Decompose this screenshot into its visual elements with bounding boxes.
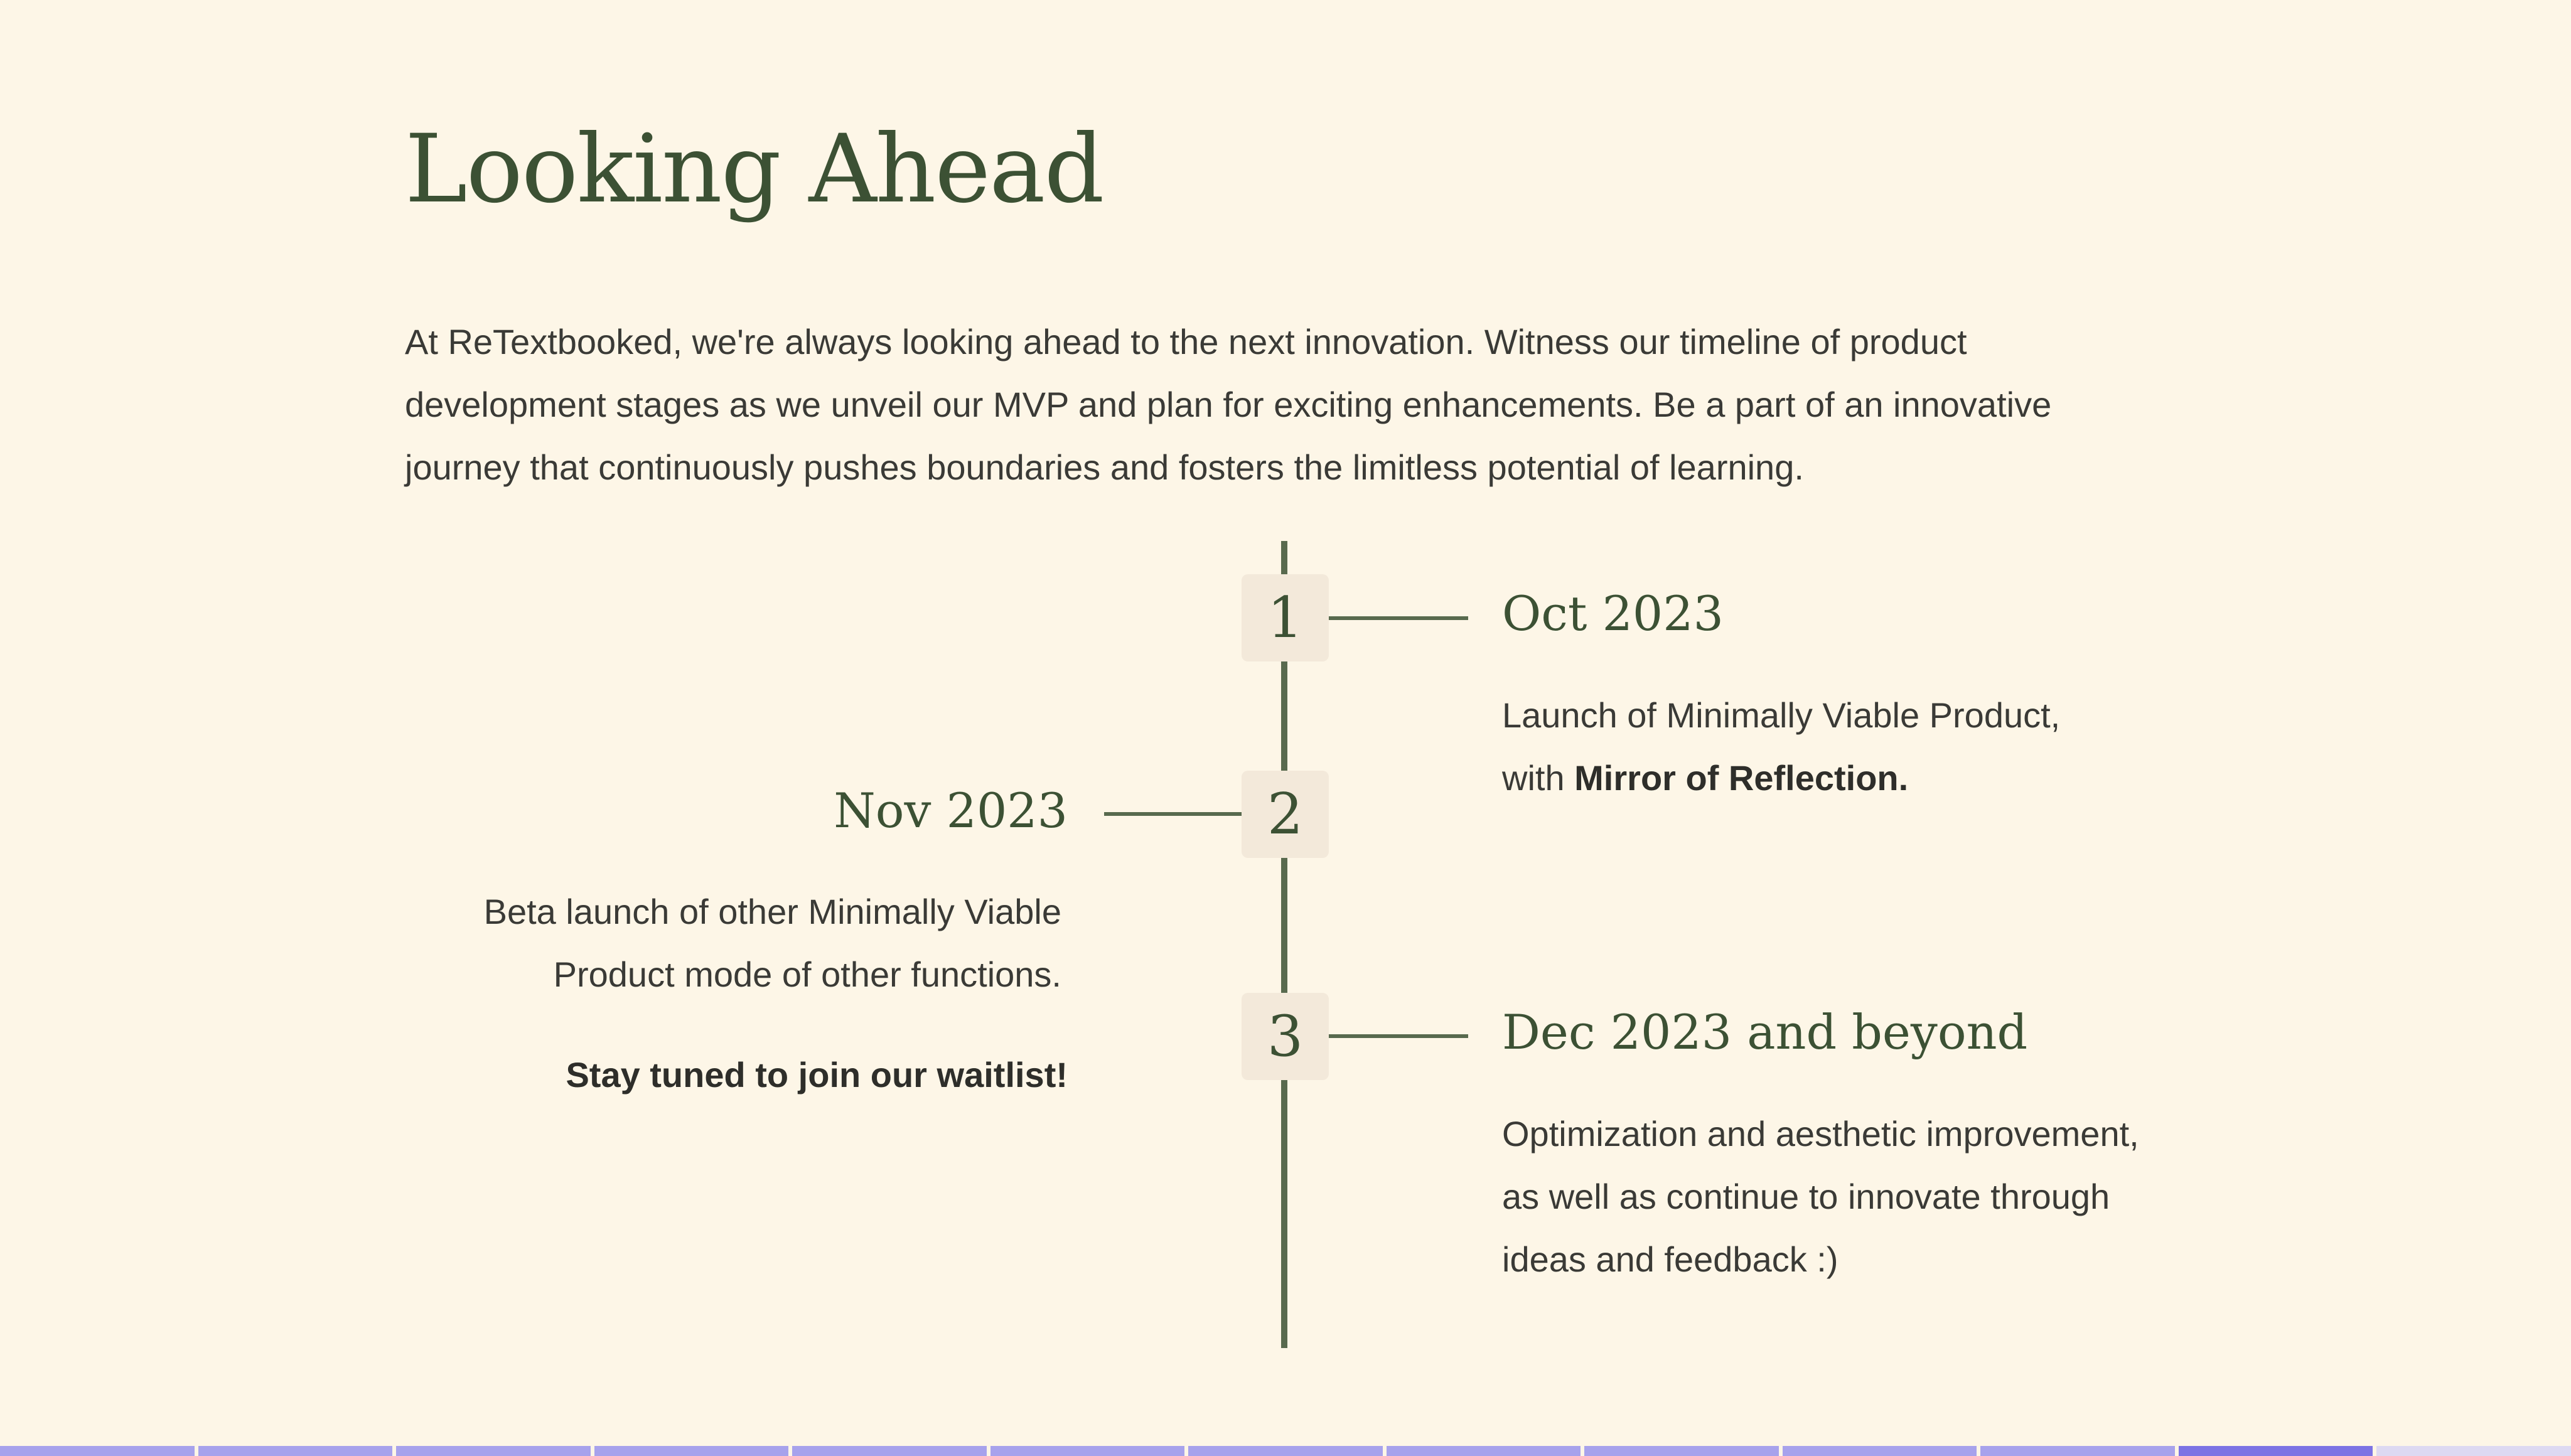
progress-segment[interactable]	[1783, 1446, 1977, 1456]
timeline-date-2: Nov 2023	[834, 783, 1068, 838]
timeline-connector-3	[1329, 1034, 1468, 1038]
timeline-description-2: Beta launch of other Minimally Viable Product mode of other functions.	[483, 892, 1061, 994]
progress-segment[interactable]	[198, 1446, 393, 1456]
progress-segment[interactable]	[594, 1446, 789, 1456]
progress-segment[interactable]	[1387, 1446, 1581, 1456]
timeline-description-1	[1502, 684, 2193, 810]
mirror-of-reflection-label: Mirror of Reflection.	[1574, 758, 1909, 798]
slide-progress-bar[interactable]	[0, 1446, 2571, 1456]
progress-segment[interactable]	[990, 1446, 1185, 1456]
timeline-line	[1281, 541, 1287, 1348]
progress-segment[interactable]	[1584, 1446, 1779, 1456]
intro-paragraph: At ReTextbooked, we're always looking ahead to the next innovation. Witness our timeline of product development stages as we unveil our MVP and plan for exciting enhancements. Be a part of an innovative journey that continuously pushes boundaries and fosters the limitless potential of learning.	[405, 322, 2052, 487]
waitlist-callout: Stay tuned to join our waitlist!	[566, 1055, 1068, 1095]
timeline-marker-1: 1	[1242, 574, 1329, 661]
timeline-description-1-prefix: with	[1502, 758, 1575, 798]
progress-segment[interactable]	[1188, 1446, 1383, 1456]
progress-segment[interactable]	[2376, 1446, 2571, 1456]
progress-segment[interactable]	[2179, 1446, 2373, 1456]
progress-segment[interactable]	[792, 1446, 987, 1456]
timeline-marker-3: 3	[1242, 993, 1329, 1080]
progress-segment[interactable]	[1980, 1446, 2175, 1456]
timeline-marker-2: 2	[1242, 771, 1329, 858]
slide-title: Looking Ahead	[405, 115, 1103, 224]
progress-segment[interactable]	[396, 1446, 591, 1456]
timeline-date-3: Dec 2023 and beyond	[1502, 1004, 2028, 1060]
timeline-connector-2	[1104, 812, 1242, 816]
timeline-date-1: Oct 2023	[1502, 586, 1724, 641]
progress-segment[interactable]	[0, 1446, 195, 1456]
timeline-description-1-line: Launch of Minimally Viable Product,	[1502, 695, 2061, 735]
timeline-connector-1	[1329, 616, 1468, 620]
timeline-description-3: Optimization and aesthetic improvement, as well as continue to innovate through ideas and feedback :)	[1502, 1114, 2139, 1279]
